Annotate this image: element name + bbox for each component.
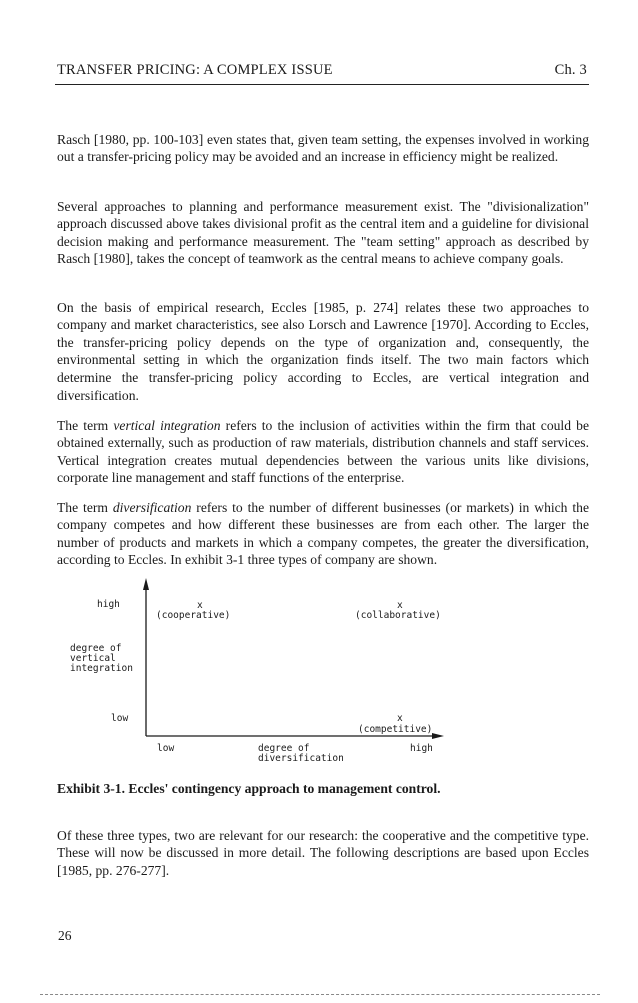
y-axis-title	[70, 644, 133, 674]
x-axis-title-line: diversification	[258, 753, 344, 764]
text: refers to the number of different businesses (or markets) in which the company competes and how different these businesses are from each other. The larger the number of products and markets in which a company competes, the greater the diversification, according to Eccles. In exhibit 3-1 three types of company are shown.	[57, 499, 589, 568]
label-competitive: (competitive)	[358, 724, 433, 735]
mark-collaborative: x	[397, 600, 403, 611]
header-title: TRANSFER PRICING: A COMPLEX ISSUE	[57, 62, 333, 78]
text: The term	[57, 499, 113, 515]
y-high-label: high	[97, 599, 120, 610]
mark-cooperative: x	[197, 600, 203, 611]
y-axis-title-line: vertical	[70, 653, 116, 664]
x-high-label: high	[410, 743, 433, 754]
label-cooperative: (cooperative)	[156, 610, 231, 621]
footer-rule	[40, 994, 600, 995]
x-axis-title-line: degree of	[258, 743, 310, 754]
x-axis-arrow	[432, 733, 444, 739]
page-number: 26	[58, 928, 72, 943]
paragraph-approaches: Several approaches to planning and performance measurement exist. The "divisionalization" approach discussed above takes divisional profit as the central item and a guideline for divisional decision making and performance measurement. The "team setting" approach as described by Rasch [1980], takes the concept of teamwork as the central means to achieve company goals.	[57, 198, 589, 267]
mark-competitive: x	[397, 713, 403, 724]
paragraph-three-types: Of these three types, two are relevant for our research: the cooperative and the competitive type. These will now be discussed in more detail. The following descriptions are based upon Eccles [1985, pp. 276-277].	[57, 827, 589, 878]
y-axis-title-line: degree of	[70, 643, 122, 654]
term-diversification: diversification	[112, 499, 192, 515]
x-low-label: low	[157, 743, 175, 754]
exhibit-caption: Exhibit 3-1. Eccles' contingency approach to management control.	[57, 781, 441, 796]
header-chapter: Ch. 3	[554, 62, 587, 78]
paragraph-eccles: On the basis of empirical research, Eccles [1985, p. 274] relates these two approaches to company and market characteristics, see also Lorsch and Lawrence [1970]. According to Eccles, the transfer-pricing policy depends on the type of organization and, consequently, the environmental setting in which the organization finds itself. The two main factors which determine the transfer-pricing policy according to Eccles, are vertical integration and diversification.	[57, 299, 589, 403]
term-vertical-integration: vertical integration	[113, 417, 221, 433]
text: refers to the inclusion of activities within the firm that could be obtained externally, such as production of raw materials, distribution channels and staff services. Vertical integration creates mutual dependencies between the various units like divisions, corporate line management and staff functions of the enterprise.	[57, 417, 590, 486]
text: The term	[57, 417, 114, 433]
label-collaborative: (collaborative)	[355, 610, 441, 621]
y-axis-arrow	[143, 578, 149, 590]
y-low-label: low	[111, 713, 129, 724]
paragraph-rasch: Rasch [1980, pp. 100-103] even states that, given team setting, the expenses involved in working out a transfer-pricing policy may be avoided and an increase in efficiency might be realized.	[57, 131, 589, 165]
y-axis-title-line: integration	[70, 663, 133, 674]
